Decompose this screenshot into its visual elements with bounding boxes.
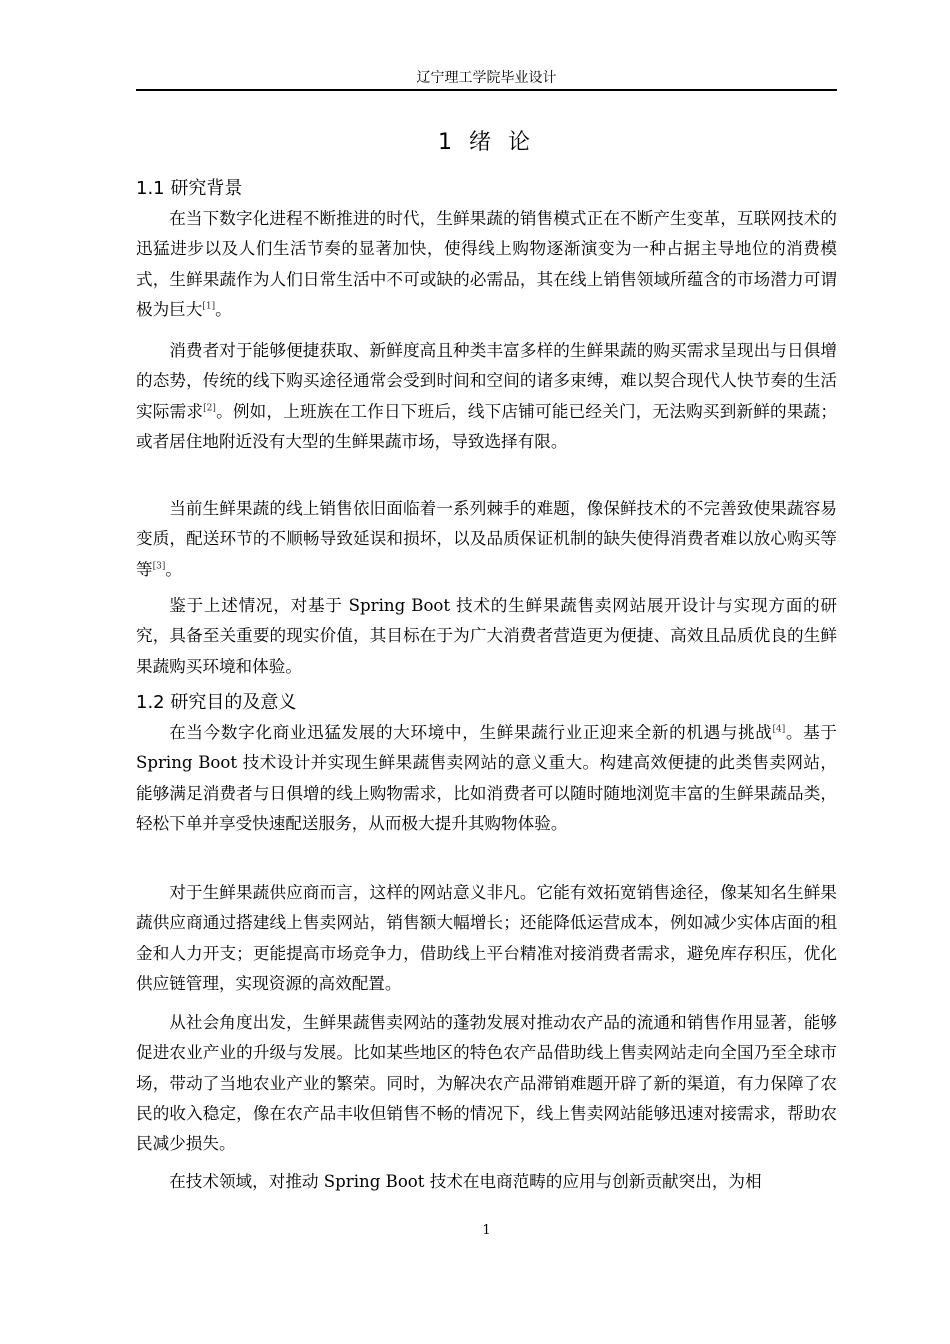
citation-mark: [1] xyxy=(202,301,216,312)
paragraph: 在当今数字化商业迅猛发展的大环境中，生鲜果蔬行业正迎来全新的机遇与挑战[4]。基于 Spring Boot 技术设计并实现生鲜果蔬售卖网站的意义重大。构建高效便捷的此类售卖网站，能够满足消费者与日俱增的线上购物需求，比如消费者可以随时随地浏览丰富的生鲜果蔬品类，轻松下单并享受快速配送服务，从而极大提升其购物体验。 xyxy=(136,723,838,833)
section-title-1-2: 1.2 研究目的及意义 xyxy=(136,692,297,713)
paragraph: 在技术领域，对推动 Spring Boot 技术在电商范畴的应用与创新贡献突出，为相 xyxy=(169,1172,762,1191)
paragraph: 在当下数字化进程不断推进的时代，生鲜果蔬的销售模式正在不断产生变革，互联网技术的迅猛进步以及人们生活节奏的显著加快，使得线上购物逐渐演变为一种占据主导地位的消费模式，生鲜果蔬作为人们日常生活中不可或缺的必需品，其在线上销售领域所蕴含的市场潜力可谓极为巨大[1]。 xyxy=(136,209,837,319)
section-title-1-1: 1.1 研究背景 xyxy=(136,178,243,199)
paragraph: 从社会角度出发，生鲜果蔬售卖网站的蓬勃发展对推动农产品的流通和销售作用显著，能够促进农业产业的升级与发展。比如某些地区的特色农产品借助线上售卖网站走向全国乃至全球市场，带动了当地农业产业的繁荣。同时，为解决农产品滞销难题开辟了新的渠道，有力保障了农民的收入稳定，像在农产品丰收但销售不畅的情况下，线上售卖网站能够迅速对接需求，帮助农民减少损失。 xyxy=(136,1013,837,1154)
paragraph: 鉴于上述情况，对基于 Spring Boot 技术的生鲜果蔬售卖网站展开设计与实现方面的研究，具备至关重要的现实价值，其目标在于为广大消费者营造更为便捷、高效且品质优良的生鲜果蔬购买环境和体验。 xyxy=(136,596,837,676)
citation-mark: [3] xyxy=(152,561,166,572)
citation-mark: [4] xyxy=(772,724,786,735)
paragraph: 当前生鲜果蔬的线上销售依旧面临着一系列棘手的难题，像保鲜技术的不完善致使果蔬容易变质，配送环节的不顺畅导致延误和损坏，以及品质保证机制的缺失使得消费者难以放心购买等等[3]。 xyxy=(136,499,837,579)
page-number: 1 xyxy=(482,1223,491,1238)
paragraph: 对于生鲜果蔬供应商而言，这样的网站意义非凡。它能有效拓宽销售途径，像某知名生鲜果蔬供应商通过搭建线上售卖网站，销售额大幅增长；还能降低运营成本，例如减少实体店面的租金和人力开支；更能提高市场竞争力，借助线上平台精准对接消费者需求，避免库存积压，优化供应链管理，实现资源的高效配置。 xyxy=(136,883,837,993)
citation-mark: [2] xyxy=(203,403,216,414)
chapter-title: 1 绪 论 xyxy=(438,130,535,155)
running-header: 辽宁理工学院毕业设计 xyxy=(416,70,557,86)
paragraph: 消费者对于能够便捷获取、新鲜度高且种类丰富多样的生鲜果蔬的购买需求呈现出与日俱增的态势，传统的线下购买途径通常会受到时间和空间的诸多束缚，难以契合现代人快节奏的生活实际需求[2]。例如，上班族在工作日下班后，线下店铺可能已经关门，无法购买到新鲜的果蔬；或者居住地附近没有大型的生鲜果蔬市场，导致选择有限。 xyxy=(136,341,838,451)
header-rule xyxy=(136,89,837,91)
